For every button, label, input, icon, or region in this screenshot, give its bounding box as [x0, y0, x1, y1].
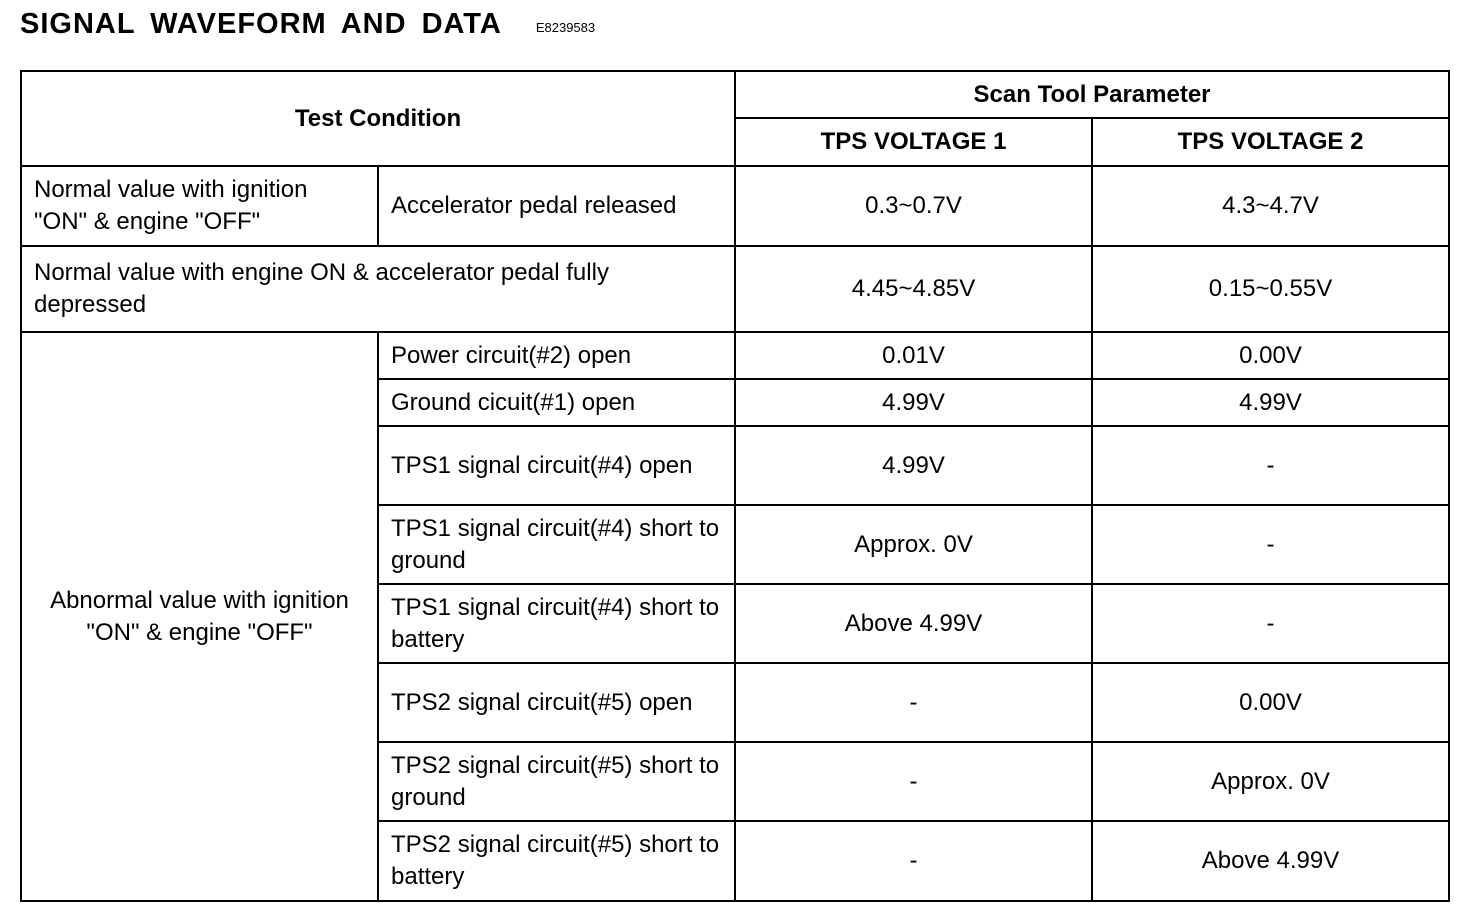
tps-voltage-1-cell: Approx. 0V — [735, 505, 1092, 584]
tps-voltage-2-cell: 0.00V — [1092, 663, 1449, 742]
tps-voltage-1-cell: 0.01V — [735, 332, 1092, 379]
tps-voltage-2-cell: 4.99V — [1092, 379, 1449, 426]
tps-voltage-2-header: TPS VOLTAGE 2 — [1092, 118, 1449, 166]
abnormal-group-cell: Abnormal value with ignition "ON" & engine "OFF" — [21, 332, 378, 901]
table-row — [21, 332, 1449, 379]
tps-voltage-1-cell: 4.45~4.85V — [735, 246, 1092, 332]
tps-voltage-2-cell: 0.15~0.55V — [1092, 246, 1449, 332]
tps-voltage-1-cell: 0.3~0.7V — [735, 166, 1092, 246]
scan-tool-parameter-header: Scan Tool Parameter — [735, 71, 1449, 118]
condition-cell: TPS1 signal circuit(#4) short to ground — [378, 505, 735, 584]
test-condition-header: Test Condition — [21, 71, 735, 166]
condition-cell: Accelerator pedal released — [378, 166, 735, 246]
tps-voltage-1-cell: - — [735, 821, 1092, 901]
condition-cell: TPS2 signal circuit(#5) short to battery — [378, 821, 735, 901]
tps-voltage-1-cell: 4.99V — [735, 379, 1092, 426]
tps-voltage-1-cell: - — [735, 663, 1092, 742]
condition-cell: TPS1 signal circuit(#4) short to battery — [378, 584, 735, 663]
document-header — [20, 4, 595, 44]
document-code: E8239583 — [535, 19, 596, 35]
tps-voltage-2-cell: 4.3~4.7V — [1092, 166, 1449, 246]
header-row-top — [21, 71, 1449, 118]
tps-voltage-1-cell: - — [735, 742, 1092, 821]
condition-cell: TPS2 signal circuit(#5) short to ground — [378, 742, 735, 821]
tps-voltage-2-cell: - — [1092, 584, 1449, 663]
tps-voltage-2-cell: - — [1092, 505, 1449, 584]
signal-data-table — [20, 70, 1450, 902]
tps-voltage-1-cell: 4.99V — [735, 426, 1092, 505]
tps-voltage-2-cell: - — [1092, 426, 1449, 505]
condition-cell: TPS2 signal circuit(#5) open — [378, 663, 735, 742]
tps-voltage-2-cell: 0.00V — [1092, 332, 1449, 379]
condition-cell: TPS1 signal circuit(#4) open — [378, 426, 735, 505]
tps-voltage-1-cell: Above 4.99V — [735, 584, 1092, 663]
tps-voltage-2-cell: Approx. 0V — [1092, 742, 1449, 821]
tps-voltage-1-header: TPS VOLTAGE 1 — [735, 118, 1092, 166]
tps-voltage-2-cell: Above 4.99V — [1092, 821, 1449, 901]
normal-engine-on-group-cell: Normal value with engine ON & accelerator pedal fully depressed — [21, 246, 735, 332]
page-title: SIGNAL WAVEFORM AND DATA — [20, 7, 502, 40]
normal-ignition-group-cell: Normal value with ignition "ON" & engine "OFF" — [21, 166, 378, 246]
condition-cell: Ground cicuit(#1) open — [378, 379, 735, 426]
table-row — [21, 166, 1449, 246]
condition-cell: Power circuit(#2) open — [378, 332, 735, 379]
table-row — [21, 246, 1449, 332]
